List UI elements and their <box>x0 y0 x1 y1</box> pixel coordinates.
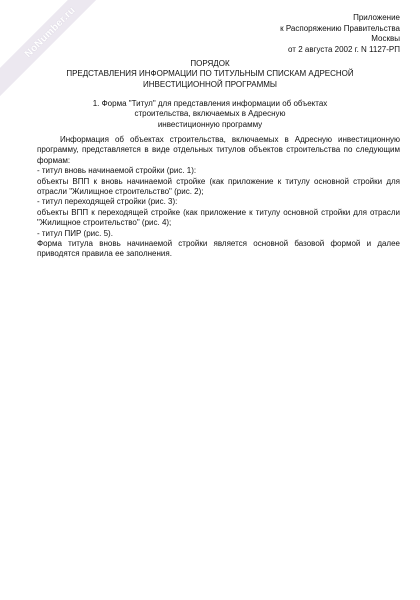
section-line: 1. Форма "Титул" для представления информации об объектах <box>92 99 328 108</box>
closing-paragraph: Форма титула вновь начинаемой стройки является основной базовой формой и далее приводятся правила ее заполнения. <box>37 239 400 259</box>
list-item: - титул переходящей стройки (рис. 3): <box>37 197 178 207</box>
list-item: - титул ПИР (рис. 5). <box>37 228 113 238</box>
approval-line: к Распоряжению Правительства <box>280 23 400 33</box>
title-line: ИНВЕСТИЦИОННОЙ ПРОГРАММЫ <box>143 79 277 89</box>
section-line: инвестиционную программу <box>157 119 263 129</box>
list-item: - титул вновь начинаемой стройки (рис. 1): <box>37 166 197 176</box>
title-line: ПОРЯДОК <box>190 59 230 68</box>
body-text <box>37 135 400 260</box>
approval-line: Приложение <box>353 13 400 22</box>
document-title <box>20 59 400 90</box>
section-heading <box>40 99 380 130</box>
section-line: строительства, включаемых в Адресную <box>134 109 286 119</box>
intro-paragraph: Информация об объектах строительства, включаемых в Адресную инвестиционную программу, представляется в виде отдельных титулов объектов строительства по следующим формам: <box>37 135 400 165</box>
watermark-text: NoNumber.ru <box>22 4 78 60</box>
approval-line: от 2 августа 2002 г. N 1127-РП <box>288 44 400 54</box>
approval-header <box>200 13 400 55</box>
title-line: ПРЕДСТАВЛЕНИЯ ИНФОРМАЦИИ ПО ТИТУЛЬНЫМ СПИСКАМ АДРЕСНОЙ <box>66 69 354 79</box>
approval-line: Москвы <box>371 34 400 44</box>
list-item: объекты ВПП к переходящей стройке (как приложение к титулу основной стройки для отрасли "Жилищное строительство" (рис. 4); <box>37 207 400 228</box>
list-item: объекты ВПП к вновь начинаемой стройке (как приложение к титулу основной стройки для отрасли "Жилищное строительство" (рис. 2); <box>37 176 400 197</box>
